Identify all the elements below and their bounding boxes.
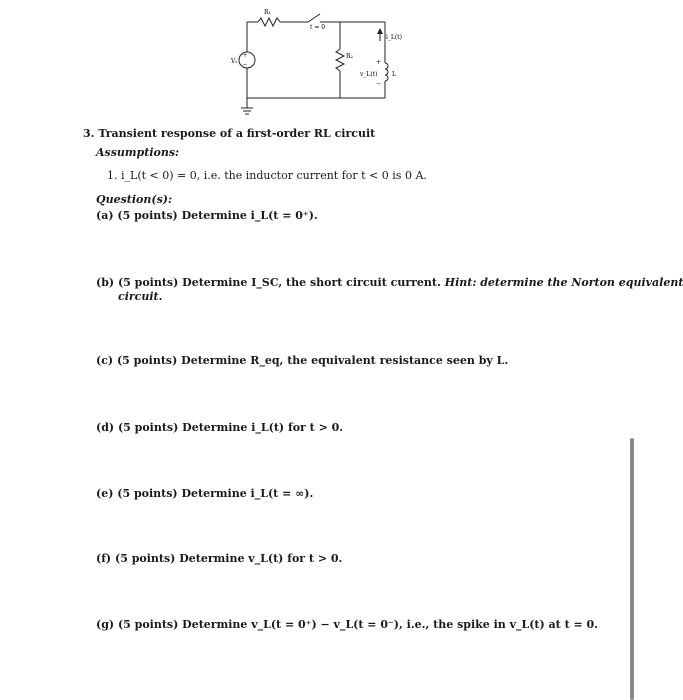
inductor-current-label: i_L(t) <box>386 34 402 41</box>
question-points: (5 points) <box>116 354 178 367</box>
question-text: Determine i_L(t = 0⁺). <box>181 209 318 222</box>
question-points: (5 points) <box>115 552 176 565</box>
voltage-plus: + <box>376 59 382 66</box>
r2-label: R₂ <box>346 53 353 60</box>
question-points: (5 points) <box>117 209 178 222</box>
question-g <box>96 618 598 632</box>
question-label: (a) <box>96 209 114 222</box>
question-label: (f) <box>96 552 112 565</box>
question-points: (5 points) <box>117 421 179 434</box>
current-arrow-head <box>377 28 383 34</box>
inductor-l <box>385 63 388 81</box>
question-text: Determine I_SC, the short circuit current. <box>182 276 441 289</box>
question-d <box>96 421 343 435</box>
question-label: (c) <box>96 354 114 367</box>
vertical-scrollbar[interactable] <box>630 438 634 700</box>
assumption-item-1: 1. i_L(t < 0) = 0, i.e. the inductor current for t < 0 is 0 A. <box>107 169 427 182</box>
rl-circuit-diagram <box>210 5 430 120</box>
source-label: Vₛ <box>231 58 238 65</box>
question-points: (5 points) <box>117 276 179 289</box>
question-text: Determine v_L(t = 0⁺) − v_L(t = 0⁻), i.e., the spike in v_L(t) at t = 0. <box>182 618 599 631</box>
r1-label: R₁ <box>264 9 271 16</box>
switch-blade <box>308 14 320 22</box>
voltage-minus: − <box>376 80 382 87</box>
question-label: (e) <box>96 487 114 500</box>
question-text: Determine v_L(t) for t > 0. <box>179 552 343 565</box>
problem-heading: 3. Transient response of a first-order RL circuit <box>83 127 376 140</box>
question-b <box>96 276 683 290</box>
switch-label: t = 0 <box>310 24 326 31</box>
resistor-r2 <box>336 49 344 71</box>
question-f <box>96 552 342 566</box>
question-label: (g) <box>96 618 115 631</box>
question-b-hint-continued <box>118 290 162 304</box>
question-c <box>96 354 508 368</box>
question-text: Determine i_L(t = ∞). <box>181 487 314 500</box>
question-label: (d) <box>96 421 115 434</box>
inductor-voltage-label: v_L(t) <box>360 71 378 78</box>
assumptions-title: Assumptions: <box>96 146 180 159</box>
questions-title: Question(s): <box>96 193 173 206</box>
question-text: Determine i_L(t) for t > 0. <box>182 421 344 434</box>
question-text: Determine R_eq, the equivalent resistance seen by L. <box>181 354 509 367</box>
question-a <box>96 209 318 223</box>
svg-text:−: − <box>242 61 248 68</box>
svg-text:+: + <box>242 52 248 59</box>
question-e <box>96 487 313 501</box>
question-hint: Hint: determine the Norton equivalent <box>444 276 683 289</box>
question-label: (b) <box>96 276 115 289</box>
question-points: (5 points) <box>117 487 178 500</box>
resistor-r1 <box>258 18 280 26</box>
question-points: (5 points) <box>117 618 179 631</box>
inductor-label: L <box>392 71 396 78</box>
question-hint-cont: circuit. <box>118 290 163 303</box>
